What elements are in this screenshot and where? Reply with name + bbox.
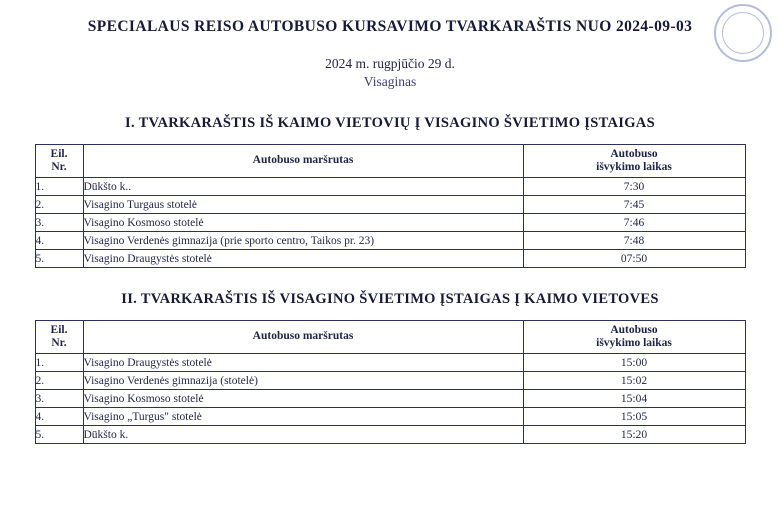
- table-row: [35, 408, 745, 426]
- table-row: [35, 178, 745, 196]
- row-number: 1.: [35, 178, 83, 196]
- row-number: 4.: [35, 408, 83, 426]
- section-1-heading: I. TVARKARAŠTIS IŠ KAIMO VIETOVIŲ Į VISAGINO ŠVIETIMO ĮSTAIGAS: [125, 115, 655, 131]
- column-header-route: Autobuso maršrutas: [83, 145, 523, 178]
- row-time: 7:48: [523, 232, 745, 250]
- column-header-number-line2: Nr.: [51, 337, 67, 349]
- table-row: [35, 196, 745, 214]
- row-number: 3.: [35, 390, 83, 408]
- section-2-heading: II. TVARKARAŠTIS IŠ VISAGINO ŠVIETIMO ĮSTAIGAS Į KAIMO VIETOVES: [121, 291, 659, 307]
- document-city: Visaginas: [363, 74, 417, 89]
- row-route: Visagino Draugystės stotelė: [83, 250, 523, 268]
- column-header-departure-time: [523, 145, 745, 178]
- column-header-time-line2: išvykimo laikas: [596, 161, 672, 173]
- table-row: [35, 372, 745, 390]
- row-time: 15:05: [523, 408, 745, 426]
- row-number: 2.: [35, 196, 83, 214]
- row-number: 5.: [35, 250, 83, 268]
- column-header-departure-time: [523, 321, 745, 354]
- row-number: 1.: [35, 354, 83, 372]
- document-page: [0, 18, 780, 506]
- row-time: 7:45: [523, 196, 745, 214]
- row-route: Visagino Kosmoso stotelė: [83, 214, 523, 232]
- column-header-number: [35, 145, 83, 178]
- row-route: Visagino „Turgus" stotelė: [83, 408, 523, 426]
- page-title: SPECIALAUS REISO AUTOBUSO KURSAVIMO TVARKARAŠTIS NUO 2024-09-03: [87, 18, 693, 35]
- row-time: 15:02: [523, 372, 745, 390]
- column-header-time-line1: Autobuso: [610, 147, 658, 160]
- column-header-number: [35, 321, 83, 354]
- row-time: 15:04: [523, 390, 745, 408]
- column-header-route: Autobuso maršrutas: [83, 321, 523, 354]
- table-row: [35, 250, 745, 268]
- row-route: Visagino Verdenės gimnazija (prie sporto centro, Taikos pr. 23): [83, 232, 523, 250]
- row-number: 2.: [35, 372, 83, 390]
- row-route: Visagino Kosmoso stotelė: [83, 390, 523, 408]
- row-number: 4.: [35, 232, 83, 250]
- row-time: 7:30: [523, 178, 745, 196]
- column-header-time-line2: išvykimo laikas: [596, 337, 672, 349]
- table-row: [35, 426, 745, 444]
- row-route: Visagino Draugystės stotelė: [83, 354, 523, 372]
- row-time: 7:46: [523, 214, 745, 232]
- row-route: Visagino Turgaus stotelė: [83, 196, 523, 214]
- row-time: 15:00: [523, 354, 745, 372]
- table-row: [35, 232, 745, 250]
- schedule-table-1: [35, 144, 746, 268]
- table-header-row: [35, 321, 745, 354]
- table-header-row: [35, 145, 745, 178]
- column-header-time-line1: Autobuso: [610, 323, 658, 336]
- row-route: Visagino Verdenės gimnazija (stotelė): [83, 372, 523, 390]
- table-row: [35, 214, 745, 232]
- row-time: 15:20: [523, 426, 745, 444]
- official-stamp-icon: [714, 4, 772, 62]
- row-route: Dūkšto k..: [83, 178, 523, 196]
- column-header-number-line2: Nr.: [51, 161, 67, 173]
- column-header-number-line1: Eil.: [50, 147, 68, 160]
- row-number: 5.: [35, 426, 83, 444]
- row-number: 3.: [35, 214, 83, 232]
- row-route: Dūkšto k.: [83, 426, 523, 444]
- table-row: [35, 354, 745, 372]
- document-date: 2024 m. rugpjūčio 29 d.: [325, 56, 455, 71]
- schedule-table-2: [35, 320, 746, 444]
- table-row: [35, 390, 745, 408]
- column-header-number-line1: Eil.: [50, 323, 68, 336]
- row-time: 07:50: [523, 250, 745, 268]
